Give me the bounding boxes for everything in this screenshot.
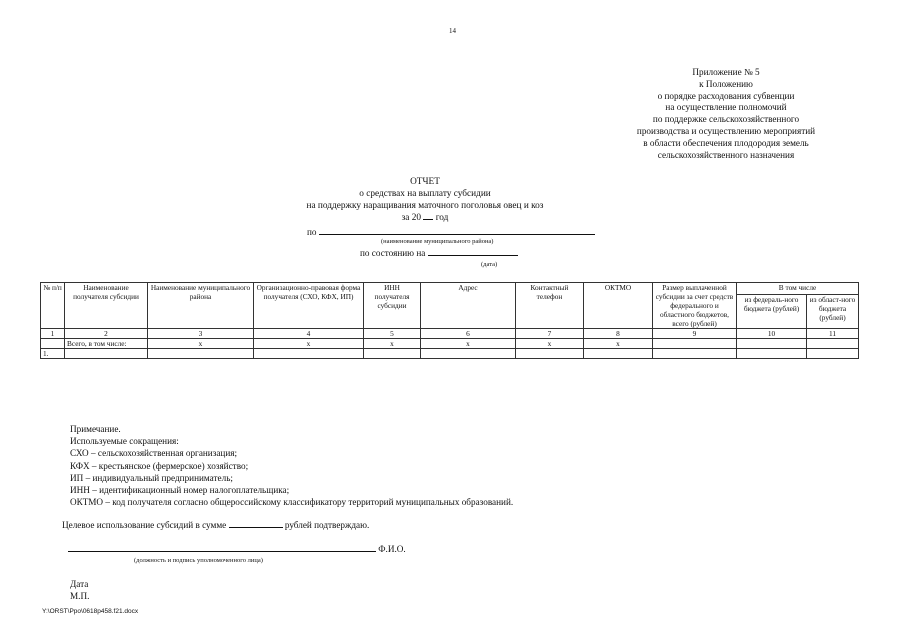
- table-cell: [41, 339, 65, 349]
- appendix-line: о порядке расходования субвенции: [657, 90, 795, 101]
- appendix-line: в области обеспечения плодородия земель: [643, 137, 809, 148]
- number-cell: 3: [148, 329, 254, 339]
- table-cell: [737, 349, 807, 359]
- date-label: Дата: [70, 579, 89, 589]
- appendix-line: сельскохозяйственного назначения: [657, 149, 795, 160]
- year-prefix: за 20: [401, 213, 422, 223]
- table-total-row: [41, 339, 859, 349]
- report-title: ОТЧЕТ: [410, 177, 440, 187]
- number-cell: 2: [65, 329, 148, 339]
- number-cell: 8: [584, 329, 653, 339]
- report-subtitle-1: о средствах на выплату субсидии: [359, 189, 491, 199]
- number-cell: 1: [41, 329, 65, 339]
- table-cell: x: [584, 339, 653, 349]
- district-blank: [319, 234, 595, 235]
- table-row: [41, 349, 859, 359]
- number-cell: 6: [421, 329, 516, 339]
- table-cell: [584, 349, 653, 359]
- appendix-line: производства и осуществлению мероприятий: [636, 125, 816, 136]
- number-cell: 11: [807, 329, 859, 339]
- appendix-line: на осуществление полномочий: [665, 102, 787, 113]
- number-cell: 4: [254, 329, 364, 339]
- appendix-line: по поддержке сельскохозяйственного: [652, 114, 800, 125]
- confirm-suffix: рублей подтверждаю.: [284, 520, 370, 530]
- signature-line: [68, 544, 406, 554]
- table-cell: x: [254, 339, 364, 349]
- table-cell: x: [148, 339, 254, 349]
- subheader-cell: из област-ного бюджета (рублей): [807, 295, 859, 329]
- report-subtitle-2: на поддержку наращивания маточного поголовья овец и коз: [306, 201, 544, 211]
- note-line: ИНН – идентификационный номер налогоплательщика;: [70, 485, 290, 496]
- signature-blank: [68, 551, 376, 552]
- state-blank: [428, 255, 518, 256]
- appendix-line: Приложение № 5: [692, 67, 760, 77]
- district-caption: (наименование муниципального района): [381, 238, 494, 245]
- header-cell: Адрес: [421, 283, 516, 329]
- fio-label: Ф.И.О.: [378, 544, 406, 554]
- header-cell: ОКТМО: [584, 283, 653, 329]
- note-line: СХО – сельскохозяйственная организация;: [70, 448, 238, 459]
- table-cell: [653, 349, 737, 359]
- page-number: 14: [449, 27, 456, 35]
- table-cell: [653, 339, 737, 349]
- confirm-prefix: Целевое использование субсидий в сумме: [62, 520, 227, 530]
- appendix-line: к Положению: [699, 78, 753, 89]
- confirm-line: [62, 520, 369, 530]
- header-cell: Контактный телефон: [516, 283, 584, 329]
- header-cell: № п/п: [41, 283, 65, 329]
- note-line: ИП – индивидуальный предприниматель;: [70, 472, 233, 483]
- table-number-row: [41, 329, 859, 339]
- year-blank: [423, 219, 433, 220]
- table-cell: [65, 349, 148, 359]
- number-cell: 5: [364, 329, 421, 339]
- by-label: по: [307, 227, 317, 237]
- table-cell: [737, 339, 807, 349]
- table-cell: x: [421, 339, 516, 349]
- row-number-cell: 1.: [41, 349, 65, 359]
- amount-blank: [229, 527, 283, 528]
- report-title-block: [260, 176, 590, 224]
- table-cell: [807, 349, 859, 359]
- state-caption: (дата): [481, 261, 498, 268]
- stamp-label: М.П.: [70, 590, 90, 601]
- number-cell: 10: [737, 329, 807, 339]
- number-cell: 9: [653, 329, 737, 339]
- header-cell: Организационно-правовая форма получателя (СХО, КФХ, ИП): [254, 283, 364, 329]
- year-suffix: год: [435, 213, 449, 223]
- table-header-row: [41, 283, 859, 295]
- header-cell: Наименование муниципального района: [148, 283, 254, 329]
- header-cell: ИНН получателя субсидии: [364, 283, 421, 329]
- report-table: [40, 282, 859, 359]
- note-line: Примечание.: [70, 424, 121, 434]
- table-cell: [807, 339, 859, 349]
- notes-block: [70, 423, 513, 508]
- note-line: ОКТМО – код получателя согласно общероссийскому классификатору территорий муниципальных образований.: [70, 497, 514, 508]
- table-cell: [148, 349, 254, 359]
- report-year: [260, 212, 590, 224]
- note-line: Используемые сокращения:: [70, 436, 179, 447]
- signature-caption: (должность и подпись уполномоченного лица): [134, 557, 263, 564]
- file-path: Y:\ORST\Ppo\0618p458.f21.docx: [42, 608, 139, 615]
- table-cell: [421, 349, 516, 359]
- table-cell: [254, 349, 364, 359]
- header-cell: Размер выплаченной субсидии за счет средств федерального и областного бюджетов, всего (рублей): [653, 283, 737, 329]
- table-cell: x: [516, 339, 584, 349]
- table-cell: x: [364, 339, 421, 349]
- table-cell: [364, 349, 421, 359]
- total-label-cell: Всего, в том числе:: [65, 339, 148, 349]
- note-line: КФХ – крестьянское (фермерское) хозяйство;: [70, 460, 249, 471]
- group-header-cell: В том числе: [737, 283, 859, 295]
- number-cell: 7: [516, 329, 584, 339]
- date-stamp-block: [70, 579, 89, 602]
- subheader-cell: из федераль-ного бюджета (рублей): [737, 295, 807, 329]
- state-line: [360, 248, 518, 258]
- district-line: [307, 227, 595, 237]
- appendix-block: [596, 67, 856, 161]
- header-cell: Наименование получателя субсидии: [65, 283, 148, 329]
- table-cell: [516, 349, 584, 359]
- state-label: по состоянию на: [360, 248, 426, 258]
